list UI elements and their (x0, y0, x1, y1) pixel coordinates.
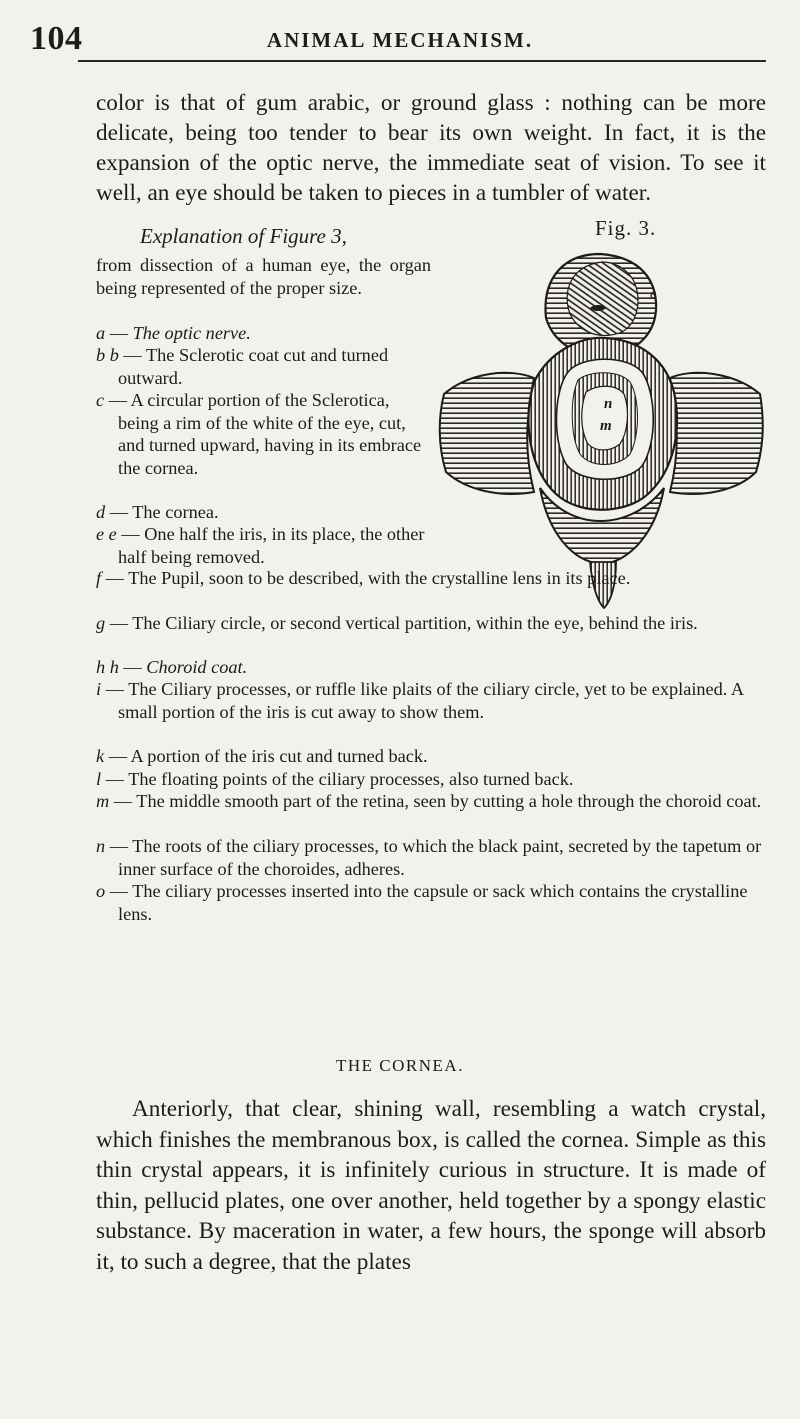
legend-item-a: a — The optic nerve. (96, 323, 251, 343)
eye-engraving (430, 232, 770, 622)
section-heading: THE CORNEA. (336, 1056, 464, 1075)
cornea-shape (567, 262, 638, 335)
header-rule (78, 60, 766, 62)
explanation-title: Explanation of Figure 3, (140, 224, 347, 248)
eye-dissection-figure (430, 232, 770, 622)
legend-item-b: b b — The Sclerotic coat cut and turned outward. (96, 345, 389, 388)
left-sclerotic-flap (440, 373, 534, 494)
legend-item-e: e e — One half the iris, in its place, the other half being removed. (96, 524, 425, 567)
legend-item-c: c — A circular portion of the Sclerotica, being a rim of the white of the eye, cut, and turned upward, having in its embrace the cornea. (96, 390, 422, 478)
running-title: ANIMAL MECHANISM. (266, 28, 534, 52)
legend-item-l: l — The floating points of the ciliary processes, also turned back. (96, 769, 574, 789)
legend-item-o: o — The ciliary processes inserted into the capsule or sack which contains the crystalline lens. (96, 881, 748, 924)
legend-item-f: f — The Pupil, soon to be described, with the crystalline lens in its place. (96, 568, 631, 588)
running-header (30, 20, 770, 60)
intro-text: color is that of gum arabic, or ground glass : nothing can be more delicate, being too tender to bear its own weight. In fact, it is the expansion of the optic nerve, the immediate seat of vision. To see it well, an eye should be taken to pieces in a tumbler of water. (96, 90, 766, 206)
legend-item-g: g — The Ciliary circle, or second vertical partition, within the eye, behind the iris. (96, 613, 698, 633)
explanation-intro: from dissection of a human eye, the organ being represented of the proper size. (96, 255, 431, 298)
figure-letter-m: m (600, 418, 612, 434)
figure-letter-e: e (650, 287, 657, 302)
page-number: 104 (30, 20, 83, 57)
legend-item-h: h h — Choroid coat. (96, 657, 248, 677)
legend-item-k: k — A portion of the iris cut and turned back. (96, 746, 428, 766)
legend-item-m: m — The middle smooth part of the retina, seen by cutting a hole through the choroid coat. (96, 791, 762, 811)
cornea-text: Anteriorly, that clear, shining wall, resembling a watch crystal, which finishes the membranous box, is called the cornea. Simple as this thin crystal appears, it is infinitely curious in structure. It is made of thin, pellucid plates, one over another, held together by a spongy elastic substance. By maceration in water, a few hours, the sponge will absorb it, to such a degree, that the plates (96, 1096, 766, 1275)
figure-letter-n: n (604, 396, 613, 412)
legend-item-d: d — The cornea. (96, 502, 219, 522)
intro-paragraph (96, 88, 766, 208)
cornea-paragraph (96, 1094, 766, 1277)
legend-item-n: n — The roots of the ciliary processes, to which the black paint, secreted by the tapetum or inner surface of the choroides, adheres. (96, 836, 762, 879)
legend-item-i: i — The Ciliary processes, or ruffle like plaits of the ciliary circle, yet to be explained. A small portion of the iris is cut away to show them. (96, 679, 744, 722)
figure-label: Fig. 3. (595, 216, 657, 240)
right-sclerotic-flap (670, 373, 763, 494)
